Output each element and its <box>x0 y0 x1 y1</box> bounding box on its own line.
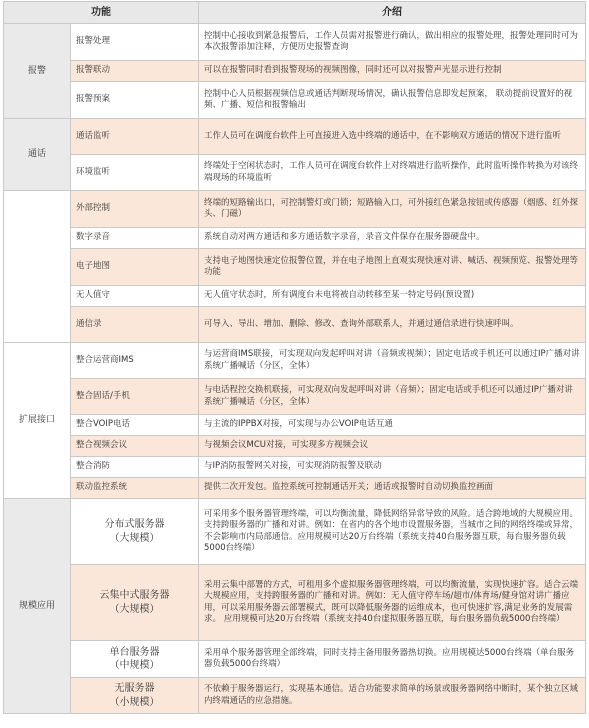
description-cell: 提供二次开发包。监控系统可控制通话开关；通话或报警时自动切换监控画面 <box>199 478 586 499</box>
table-row <box>4 499 586 565</box>
description-cell: 无人值守状态时，所有调度台未电将被自动转移至某一特定号码(预设置) <box>199 286 586 307</box>
feature-cell: 分布式服务器 （大规模） <box>71 499 199 565</box>
table-row <box>4 61 586 82</box>
table-header-row <box>4 2 586 24</box>
description-cell: 与视频会议MCU对接，可实现多方视频会议 <box>199 436 586 457</box>
feature-cell: 通话监听 <box>71 119 199 155</box>
description-cell: 采用云集中部署的方式，可租用多个虚拟服务器管理终端，可以均衡流量，实现快速扩容。适合云端大规模应用，支持跨服务器的广播和对讲。例如：无人值守停车场/超市/体育场/健身馆对讲广播应用，可以采用服务器云部署模式，既可以降低服务器的运维成本，也可快速扩容,满足业务的发展需求。 应用规模可达20万台终端（系统支持40台虚拟服务器互联，每台服务器负载5000台终端） <box>199 565 586 641</box>
table-row <box>4 286 586 307</box>
feature-cell: 电子地图 <box>71 249 199 286</box>
table-row <box>4 155 586 191</box>
description-cell: 采用单个服务器管理全部终端，同时支持主备用服务器热切换。应用规模达5000台终端（单台服务器负载5000台终端） <box>199 641 586 678</box>
table-row <box>4 82 586 119</box>
table-row <box>4 478 586 499</box>
feature-cell: 通信录 <box>71 307 199 343</box>
feature-cell: 云集中式服务器 （大规模） <box>71 565 199 641</box>
feature-cell: 报警处理 <box>71 24 199 61</box>
feature-table <box>3 1 586 714</box>
feature-cell: 单台服务器 （中规模） <box>71 641 199 678</box>
category-empty <box>4 191 71 343</box>
table-row <box>4 24 586 61</box>
table-row <box>4 228 586 249</box>
description-cell: 终端的短路输出口，可控制警灯或门锁；短路输入口，可外接红色紧急按钮或传感器（烟感、红外探头、门磁） <box>199 191 586 228</box>
table-row <box>4 191 586 228</box>
feature-cell: 报警联动 <box>71 61 199 82</box>
description-cell: 可导入、导出、增加、删除、修改、查询外部联系人，并通过通信录进行快速呼叫。 <box>199 307 586 343</box>
feature-cell: 无人值守 <box>71 286 199 307</box>
category-extension: 扩展接口 <box>4 343 71 499</box>
description-cell: 可以在报警同时看到报警现场的视频图像，同时还可以对报警声光显示进行控制 <box>199 61 586 82</box>
feature-cell: 整合固话/手机 <box>71 379 199 415</box>
category-scale: 规模应用 <box>4 499 71 714</box>
description-cell: 工作人员可在调度台软件上可直接进入选中终端的通话中，在不影响双方通话的情况下进行监听 <box>199 119 586 155</box>
description-cell: 与IP消防报警网关对接，可实现消防报警及联动 <box>199 457 586 478</box>
feature-cell: 环境监听 <box>71 155 199 191</box>
table-row <box>4 249 586 286</box>
description-cell: 支持电子地图快速定位报警位置，并在电子地图上直观实现快速对讲、喊话、视频预览、报警处理等功能 <box>199 249 586 286</box>
description-cell: 可采用多个服务器管理终端，可以均衡流量，降低网络异常导致的风险。适合跨地域的大规模应用。支持跨服务器的广播和对讲。例如：在省内的各个地市设置服务器，当城市之间的网络终端或异常，不会影响市内局部通信。应用规模可达20万台终端（系统支持40台服务器互联，每台服务器负载5000台终端） <box>199 499 586 565</box>
feature-cell: 整合视频会议 <box>71 436 199 457</box>
description-cell: 系统自动对两方通话和多方通话数字录音，录音文件保存在服务器硬盘中。 <box>199 228 586 249</box>
table-row <box>4 415 586 436</box>
feature-cell: 整合运营商IMS <box>71 343 199 379</box>
feature-cell: 报警预案 <box>71 82 199 119</box>
description-cell: 控制中心人员根据视频信息或通话判断现场情况，确认报警信息即发起预案， 联动提前设置好的视频、广播、短信和报警输出 <box>199 82 586 119</box>
description-cell: 终端处于空闲状态时，工作人员可在调度台软件上对终端进行监听操作，此时监听操作转换为对该终端现场的环境监听 <box>199 155 586 191</box>
feature-cell: 无服务器 （小规模） <box>71 678 199 714</box>
table-row <box>4 457 586 478</box>
category-alarm: 报警 <box>4 24 71 119</box>
table-row <box>4 678 586 714</box>
table-row <box>4 641 586 678</box>
feature-cell: 整合消防 <box>71 457 199 478</box>
feature-cell: 外部控制 <box>71 191 199 228</box>
table-row <box>4 119 586 155</box>
feature-cell: 联动监控系统 <box>71 478 199 499</box>
table-row <box>4 343 586 379</box>
table-row <box>4 379 586 415</box>
description-cell: 与电话程控交换机联接，可实现双向发起呼叫对讲（音频）；固定电话或手机还可以通过IP广播对讲系统广播喊话（分区，全体） <box>199 379 586 415</box>
table-row <box>4 565 586 641</box>
table-row <box>4 307 586 343</box>
header-feature: 功能 <box>4 2 199 24</box>
feature-cell: 整合VOIP电话 <box>71 415 199 436</box>
description-cell: 不依赖于服务器运行，实现基本通信。适合功能要求简单的场景或服务器网络中断时，某个独立区域内终端通话的应急措施。 <box>199 678 586 714</box>
description-cell: 与主流的IPPBX对接，可实现与办公VOIP电话互通 <box>199 415 586 436</box>
feature-cell: 数字录音 <box>71 228 199 249</box>
description-cell: 控制中心接收到紧急报警后，工作人员需对报警进行确认，做出相应的报警处理，报警处理同时可为本次报警添加注释，方便历史报警查询 <box>199 24 586 61</box>
header-description: 介绍 <box>199 2 586 24</box>
description-cell: 与运营商IMS联接，可实现双向发起呼叫对讲（音频或视频）；固定电话或手机还可以通过IP广播对讲系统广播喊话（分区，全体） <box>199 343 586 379</box>
table-row <box>4 436 586 457</box>
category-call: 通话 <box>4 119 71 191</box>
